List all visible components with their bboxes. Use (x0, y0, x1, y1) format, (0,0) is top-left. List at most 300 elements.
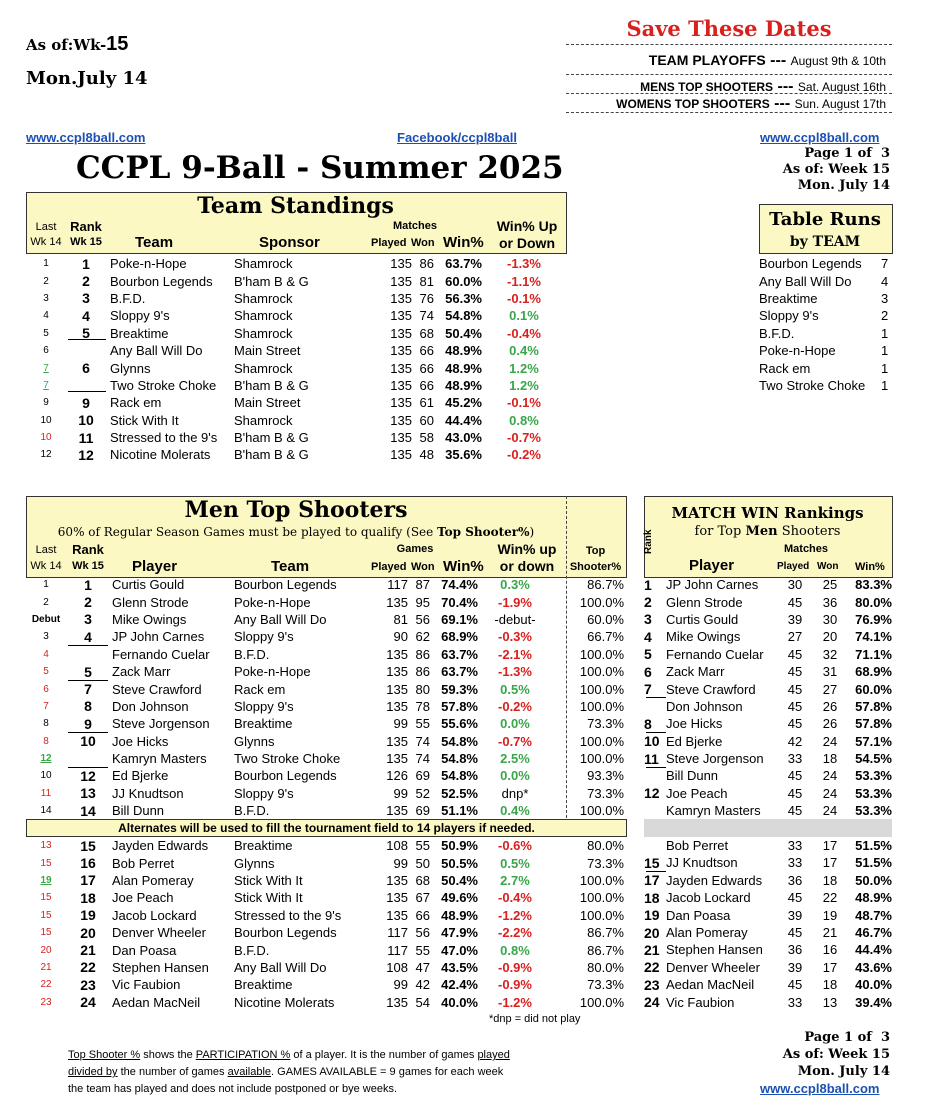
table-runs-count: 2 (881, 308, 889, 324)
page-info-top: Page 1 of 3 As of: Week 15 Mon. July 14 (782, 146, 890, 193)
men-hdr-last: Last (35, 544, 57, 556)
current-rank (66, 750, 110, 767)
win-pct: 50.4% (445, 325, 482, 341)
last-week-rank: 9 (43, 397, 49, 409)
mw-hdr-player: Player (689, 557, 735, 574)
games-played: 117 (387, 942, 408, 958)
match-win-player: Joe Peach (666, 785, 728, 801)
match-win-row (644, 854, 892, 871)
match-win-row (644, 698, 892, 715)
standings-table (26, 255, 566, 464)
current-rank (66, 342, 106, 359)
match-win-pct (848, 819, 892, 836)
match-win-played: 45 (787, 716, 803, 732)
last-week-rank: 8 (43, 718, 49, 730)
matches-won: 81 (419, 273, 434, 289)
top-shooter-pct: 93.3% (587, 768, 624, 784)
games-won: 78 (415, 698, 430, 714)
rank-underline (68, 732, 108, 733)
matches-won: 74 (419, 308, 434, 324)
facebook-link[interactable]: Facebook/ccpl8ball (397, 130, 517, 145)
match-win-rank: 10 (644, 733, 660, 750)
hdr-won: Won (411, 237, 435, 249)
shooter-row (26, 593, 626, 610)
shooter-row (26, 733, 626, 750)
current-rank: 11 (78, 429, 94, 446)
current-rank: 6 (82, 360, 90, 377)
match-win-pct: 57.1% (855, 733, 892, 749)
win-pct: 47.0% (441, 942, 478, 958)
current-rank: 5 (84, 663, 92, 680)
match-win-row (644, 611, 892, 628)
standings-row (26, 359, 566, 376)
win-pct-change: 0.5% (500, 855, 530, 871)
team-name: Bourbon Legends (234, 577, 337, 593)
shooter-row (26, 924, 626, 941)
player-name: Jayden Edwards (112, 838, 209, 854)
match-win-won: 31 (822, 664, 838, 680)
match-win-pct: 39.4% (855, 994, 892, 1010)
top-shooter-pct: 80.0% (587, 838, 624, 854)
win-pct-change: -1.9% (498, 594, 532, 610)
match-win-played: 45 (787, 977, 803, 993)
table-runs-count: 1 (881, 325, 889, 341)
current-rank: 1 (84, 576, 92, 593)
player-name: Curtis Gould (112, 577, 185, 593)
win-pct-change: -0.7% (498, 733, 532, 749)
men-hdr-games: Games (396, 543, 434, 555)
last-week-rank: 11 (40, 787, 52, 799)
team-name: Glynns (234, 733, 275, 749)
match-win-won: 18 (822, 977, 838, 993)
win-pct-change: 0.1% (509, 308, 539, 324)
shooter-row (26, 941, 626, 958)
last-week-rank: 12 (40, 449, 52, 461)
sponsor-name: Shamrock (234, 360, 293, 376)
match-win-row (644, 941, 892, 958)
win-pct-change: -0.3% (498, 629, 532, 645)
win-pct: 54.8% (445, 308, 482, 324)
player-name: Glenn Strode (112, 594, 189, 610)
table-runs-count: 1 (881, 360, 889, 376)
games-won: 86 (415, 664, 430, 680)
last-week-rank: 5 (43, 666, 49, 678)
match-win-rank: 5 (644, 646, 652, 663)
table-runs-table (759, 255, 899, 394)
match-win-won: 26 (822, 698, 838, 714)
match-win-won: 16 (822, 942, 838, 958)
match-win-pct: 76.9% (855, 611, 892, 627)
last-week-rank: 15 (40, 909, 52, 921)
player-name: Alan Pomeray (112, 872, 194, 888)
sponsor-name: B'ham B & G (234, 430, 309, 446)
games-won: 87 (415, 577, 430, 593)
match-win-rank: 2 (644, 594, 652, 611)
current-rank: 1 (82, 255, 90, 272)
table-runs-team: Bourbon Legends (759, 256, 862, 272)
last-week-rank: 19 (40, 874, 52, 886)
match-win-pct: 44.4% (855, 942, 892, 958)
win-pct: 42.4% (441, 977, 478, 993)
match-win-won: 27 (822, 681, 838, 697)
last-week-rank: 6 (43, 345, 49, 357)
win-pct: 51.1% (441, 803, 478, 819)
match-win-pct: 50.0% (855, 872, 892, 888)
team-name: Glynns (234, 855, 275, 871)
match-win-rank: 8 (644, 715, 652, 732)
games-won: 86 (415, 646, 430, 662)
top-shooter-pct: 100.0% (579, 803, 624, 819)
games-played: 135 (386, 872, 408, 888)
games-played: 135 (386, 698, 408, 714)
match-win-rank: 18 (644, 889, 660, 906)
match-win-rank: 19 (644, 907, 660, 924)
match-win-row (644, 680, 892, 697)
last-week-rank: 22 (40, 979, 52, 991)
last-week-rank: 13 (40, 840, 52, 852)
footnote: Top Shooter % shows the PARTICIPATION % of a player. It is the number of games played divided by the number of games available. GAMES AVAILABLE = 9 games for each week the team has played and does not include postponed or bye weeks. (68, 1049, 510, 1095)
divider (566, 112, 892, 113)
shooter-row (26, 646, 626, 663)
mw-hdr-rank: Rank (643, 529, 654, 554)
match-win-won: 18 (822, 751, 838, 767)
match-win-player: Steve Crawford (666, 681, 756, 697)
current-rank: 4 (82, 307, 90, 324)
table-runs-team: B.F.D. (759, 325, 795, 341)
player-name: Denver Wheeler (112, 925, 206, 941)
win-pct: 56.3% (445, 290, 482, 306)
current-rank: 4 (84, 628, 92, 645)
match-win-pct: 53.3% (855, 785, 892, 801)
alternates-note: Alternates will be used to fill the tournament field to 14 players if needed. (26, 819, 627, 837)
match-win-rank (644, 767, 666, 784)
games-played: 135 (386, 594, 408, 610)
win-pct-change: -0.7% (507, 430, 541, 446)
table-runs-count: 1 (881, 377, 889, 393)
hdr-sponsor: Sponsor (259, 234, 320, 251)
current-rank: 9 (84, 715, 92, 732)
match-win-row (644, 663, 892, 680)
rank-underline (68, 391, 106, 392)
team-name: B.F.D. (234, 803, 270, 819)
win-pct: 54.8% (441, 768, 478, 784)
table-runs-team: Breaktime (759, 290, 818, 306)
matches-won: 68 (419, 325, 434, 341)
win-pct-change: 0.8% (500, 942, 530, 958)
team-name: Two Stroke Choke (110, 377, 217, 393)
matches-played: 135 (390, 256, 412, 272)
match-win-player: JP John Carnes (666, 577, 759, 593)
games-played: 99 (393, 855, 408, 871)
table-runs-sub: by TEAM (789, 234, 861, 250)
top-shooter-pct: 100.0% (579, 890, 624, 906)
current-rank: 9 (82, 394, 90, 411)
match-win-pct: 54.5% (855, 751, 892, 767)
site-link-bottom[interactable]: www.ccpl8ball.com (760, 1081, 880, 1096)
match-win-played: 33 (787, 838, 803, 854)
match-win-played: 45 (787, 698, 803, 714)
last-week-rank: 1 (43, 579, 49, 591)
site-link[interactable]: www.ccpl8ball.com (26, 130, 146, 145)
standings-row (26, 290, 566, 307)
current-rank: 13 (80, 785, 96, 802)
match-win-player: Denver Wheeler (666, 959, 760, 975)
team-name: B.F.D. (234, 942, 270, 958)
match-win-pct: 74.1% (855, 629, 892, 645)
win-pct-change: 0.3% (500, 577, 530, 593)
win-pct-change: 2.7% (500, 872, 530, 888)
team-name: Bourbon Legends (234, 768, 337, 784)
player-name: Zack Marr (112, 664, 171, 680)
shooter-row (26, 889, 626, 906)
shooter-row (26, 767, 626, 784)
match-win-player (666, 819, 778, 836)
table-runs-count: 4 (881, 273, 889, 289)
games-played: 135 (386, 907, 408, 923)
hdr-team: Team (135, 234, 174, 251)
match-win-pct: 57.8% (855, 698, 892, 714)
match-win-player: Mike Owings (666, 629, 741, 645)
matches-played: 135 (390, 412, 412, 428)
win-pct: 43.0% (445, 430, 482, 446)
match-win-played: 45 (787, 646, 803, 662)
team-name: Breaktime (234, 838, 293, 854)
match-win-sub: for Top Men Shooters (694, 524, 841, 539)
team-name: Rack em (110, 395, 162, 411)
table-runs-count: 3 (881, 290, 889, 306)
match-win-pct: 53.3% (855, 803, 892, 819)
match-win-pct: 48.7% (855, 907, 892, 923)
win-pct-change: dnp* (501, 785, 529, 801)
current-rank: 12 (78, 446, 94, 463)
dnp-note: *dnp = did not play (489, 1013, 581, 1025)
shooter-row (26, 715, 626, 732)
current-rank: 18 (80, 889, 96, 906)
win-pct-change: -0.2% (507, 447, 541, 463)
sponsor-name: B'ham B & G (234, 273, 309, 289)
games-played: 99 (393, 785, 408, 801)
current-rank: 19 (80, 907, 96, 924)
mw-rank-underline (646, 697, 666, 698)
matches-won: 86 (419, 256, 434, 272)
current-rank: 14 (80, 802, 96, 819)
top-shooter-pct: 86.7% (587, 942, 624, 958)
team-name: Any Ball Will Do (234, 611, 327, 627)
top-shooter-pct: 73.3% (587, 977, 624, 993)
current-rank: 7 (84, 681, 92, 698)
standings-row (26, 377, 566, 394)
match-win-won: 24 (822, 785, 838, 801)
match-win-player: Bob Perret (666, 838, 729, 854)
win-pct: 50.4% (441, 872, 478, 888)
match-win-player: Curtis Gould (666, 611, 739, 627)
win-pct-change: -1.2% (498, 907, 532, 923)
save-row-mens: MENS TOP SHOOTERS --- Sat. August 16th (640, 78, 886, 95)
last-week-rank: 10 (40, 414, 52, 426)
games-played: 135 (386, 733, 408, 749)
games-won: 56 (415, 925, 430, 941)
match-win-row (644, 906, 892, 923)
current-rank: 10 (78, 412, 94, 429)
player-name: Joe Hicks (112, 733, 169, 749)
table-runs-row (759, 290, 899, 307)
match-win-rank: 21 (644, 941, 660, 958)
match-win-rank: 4 (644, 628, 652, 645)
team-name: Poke-n-Hope (110, 256, 187, 272)
player-name: Bob Perret (112, 855, 175, 871)
top-shooter-pct: 100.0% (579, 698, 624, 714)
games-played: 126 (386, 768, 408, 784)
match-win-played: 36 (787, 872, 803, 888)
matches-played: 135 (390, 308, 412, 324)
match-win-won: 19 (822, 907, 838, 923)
men-hdr-ud1: Win% up (497, 541, 557, 557)
shooter-row (26, 994, 626, 1011)
match-win-row (644, 872, 892, 889)
matches-won: 66 (419, 343, 434, 359)
mw-rank-underline (646, 871, 666, 872)
games-played: 117 (387, 925, 408, 941)
last-week-rank: 15 (40, 892, 52, 904)
top-shooter-pct: 86.7% (587, 577, 624, 593)
sponsor-name: Shamrock (234, 308, 293, 324)
games-won: 68 (415, 872, 430, 888)
player-name: Kamryn Masters (112, 751, 207, 767)
sponsor-name: Main Street (234, 395, 301, 411)
team-name: Breaktime (234, 977, 293, 993)
current-rank: 16 (80, 855, 96, 872)
match-win-player: Jacob Lockard (666, 890, 751, 906)
current-rank (66, 646, 110, 663)
win-pct: 57.8% (441, 698, 478, 714)
player-name: Jacob Lockard (112, 907, 197, 923)
match-win-played: 42 (787, 733, 803, 749)
team-name: B.F.D. (234, 646, 270, 662)
win-pct: 63.7% (441, 664, 478, 680)
top-shooter-pct: 73.3% (587, 785, 624, 801)
match-win-table (644, 576, 892, 1011)
current-rank: 21 (80, 942, 96, 959)
men-hdr-team: Team (271, 558, 310, 575)
page-info-bottom: Page 1 of 3 As of: Week 15 Mon. July 14 (782, 1030, 890, 1079)
match-win-rank: 7 (644, 681, 652, 698)
player-name: Dan Poasa (112, 942, 177, 958)
divider (566, 74, 892, 75)
mw-hdr-matches: Matches (784, 543, 829, 555)
match-win-played: 33 (787, 994, 803, 1010)
team-name: Stressed to the 9's (110, 430, 218, 446)
match-win-played: 33 (787, 855, 803, 871)
men-hdr-wk15: Wk 15 (72, 560, 104, 572)
top-shooter-pct: 100.0% (579, 907, 624, 923)
team-name: Bourbon Legends (110, 273, 213, 289)
games-played: 108 (386, 959, 408, 975)
match-win-row (644, 628, 892, 645)
standings-row (26, 429, 566, 446)
win-pct: 49.6% (441, 890, 478, 906)
games-played: 117 (387, 577, 408, 593)
match-win-pct: 51.5% (855, 855, 892, 871)
match-win-rank: 17 (644, 872, 660, 889)
games-played: 135 (386, 803, 408, 819)
matches-played: 135 (390, 377, 412, 393)
last-week-rank: 4 (43, 310, 49, 322)
matches-won: 66 (419, 360, 434, 376)
last-week-rank: 3 (43, 631, 49, 643)
match-win-won: 21 (822, 925, 838, 940)
match-win-row (644, 733, 892, 750)
men-hdr-played: Played (371, 561, 407, 573)
team-name: Rack em (234, 681, 286, 697)
top-shooter-pct: 100.0% (579, 994, 624, 1010)
games-played: 108 (386, 838, 408, 854)
match-win-player: Dan Poasa (666, 907, 731, 923)
sponsor-name: B'ham B & G (234, 447, 309, 463)
win-pct-change: -1.3% (507, 256, 541, 272)
match-win-won: 36 (822, 594, 838, 610)
win-pct-change: -debut- (494, 611, 536, 627)
shooter-row (26, 872, 626, 889)
win-pct: 60.0% (445, 273, 482, 289)
player-name: Vic Faubion (112, 977, 181, 993)
win-pct-change: -0.1% (507, 290, 541, 306)
matches-played: 135 (390, 273, 412, 289)
match-win-pct: 43.6% (855, 959, 892, 975)
hdr-winpct: Win% (443, 234, 484, 251)
match-win-played: 36 (787, 942, 803, 958)
match-win-player: Glenn Strode (666, 594, 743, 610)
win-pct-change: -1.2% (498, 994, 532, 1010)
match-win-won: 24 (822, 803, 838, 819)
match-win-played (778, 819, 812, 836)
win-pct-change: 1.2% (509, 377, 539, 393)
matches-won: 48 (419, 447, 434, 463)
hdr-played: Played (371, 237, 407, 249)
win-pct: 43.5% (441, 959, 478, 975)
shooter-row (26, 854, 626, 871)
games-won: 95 (415, 594, 430, 610)
match-win-won: 32 (822, 646, 838, 662)
standings-row (26, 307, 566, 324)
match-win-player: Don Johnson (666, 698, 743, 714)
player-name: JP John Carnes (112, 629, 205, 645)
standings-title: Team Standings (197, 193, 394, 219)
team-name: Two Stroke Choke (234, 751, 341, 767)
sponsor-name: Main Street (234, 343, 301, 359)
win-pct-change: -0.1% (507, 395, 541, 411)
match-win-row (644, 959, 892, 976)
match-win-pct: 40.0% (855, 977, 892, 993)
table-runs-team: Sloppy 9's (759, 308, 819, 324)
team-name: Poke-n-Hope (234, 594, 311, 610)
standings-row (26, 272, 566, 289)
match-win-row (644, 785, 892, 802)
shooter-row (26, 611, 626, 628)
win-pct: 50.5% (441, 855, 478, 871)
team-name: Sloppy 9's (234, 698, 294, 714)
games-won: 74 (415, 733, 430, 749)
games-played: 135 (386, 681, 408, 697)
team-name: Poke-n-Hope (234, 664, 311, 680)
win-pct-change: 0.0% (500, 716, 530, 732)
men-hdr-wk14: Wk 14 (30, 560, 62, 572)
site-link-right[interactable]: www.ccpl8ball.com (760, 130, 880, 145)
shooter-row (26, 663, 626, 680)
team-name: Sloppy 9's (234, 785, 294, 801)
table-runs-count: 1 (881, 343, 889, 359)
save-row-team: TEAM PLAYOFFS --- August 9th & 10th (648, 52, 886, 69)
men-table-alternates (26, 837, 626, 1011)
